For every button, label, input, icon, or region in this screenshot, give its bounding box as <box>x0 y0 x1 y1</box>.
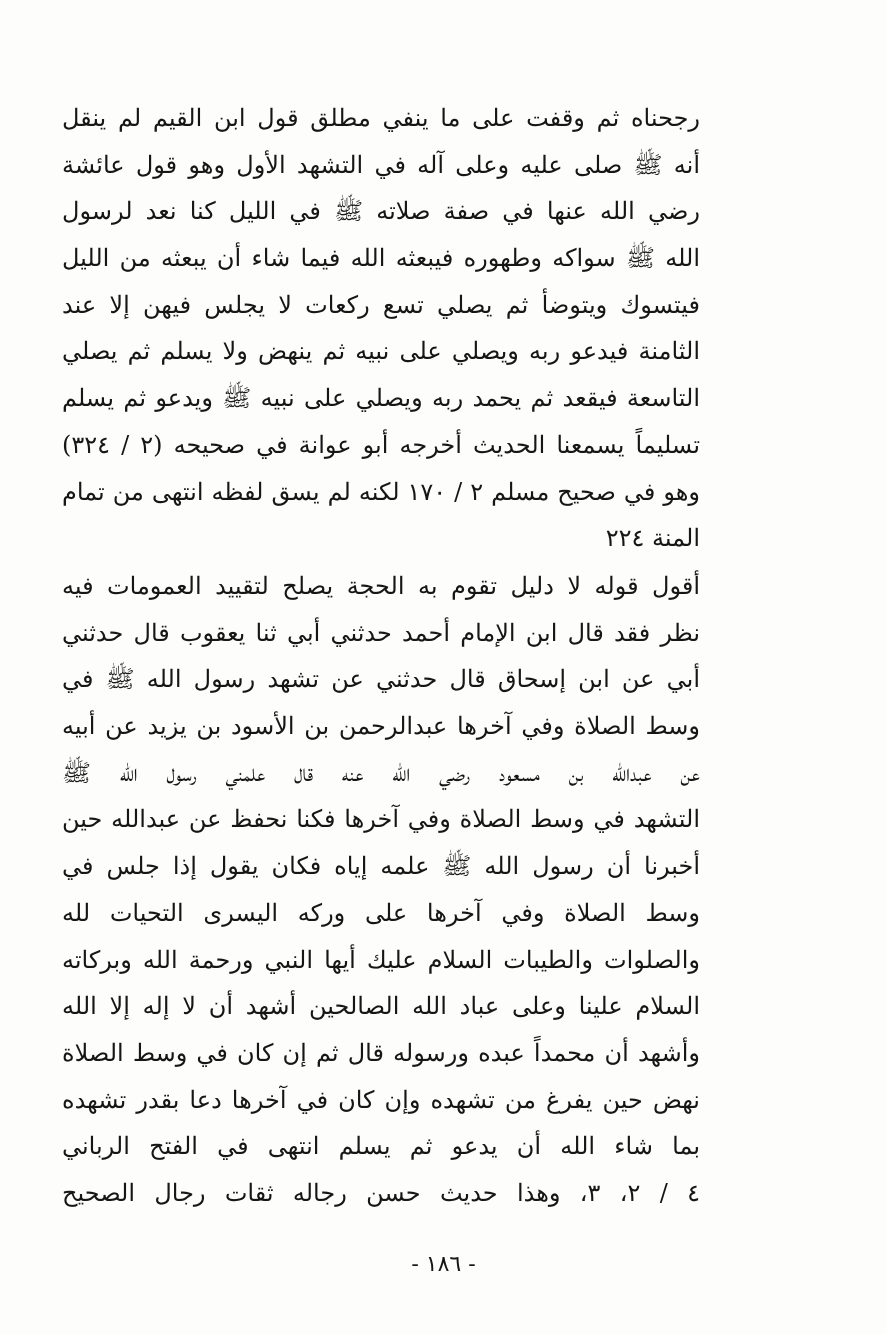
text-line: وهو في صحيح مسلم ٢ / ١٧٠ لكنه لم يسق لفظه انتهى من تمام <box>62 477 700 506</box>
text-line: نهض حين يفرغ من تشهده وإن كان في آخرها دعا بقدر تشهده <box>62 1085 700 1114</box>
text-line: أنه ﷺ صلى عليه وعلى آله في التشهد الأول وهو قول عائشة <box>62 150 700 179</box>
text-line: ٤ / ٢، ٣، وهذا حديث حسن رجاله ثقات رجال الصحيح <box>62 1178 700 1207</box>
text-line: تسليماً يسمعنا الحديث أخرجه أبو عوانة في صحيحه (٢ / ٣٢٤) <box>62 430 700 459</box>
page-number: - ١٨٦ - <box>411 1252 476 1277</box>
text-line: نظر فقد قال ابن الإمام أحمد حدثني أبي ثنا يعقوب قال حدثني <box>62 618 700 647</box>
paragraph-2 <box>62 563 700 1217</box>
text-line: السلام علينا وعلى عباد الله الصالحين أشهد أن لا إله إلا الله <box>62 992 700 1021</box>
text-line: الثامنة فيدعو ربه ويصلي على نبيه ثم ينهض ولا يسلم ثم يصلي <box>62 337 700 366</box>
text-line: وسط الصلاة وفي آخرها على وركه اليسرى التحيات لله <box>62 898 700 927</box>
text-line: رجحناه ثم وقفت على ما ينفي مطلق قول ابن القيم لم ينقل <box>62 104 700 132</box>
text-line: أقول قوله لا دليل تقوم به الحجة يصلح لتقييد العمومات فيه <box>62 572 700 600</box>
text-line: أبي عن ابن إسحاق قال حدثني عن تشهد رسول الله ﷺ في <box>62 665 700 694</box>
text-line: بما شاء الله أن يدعو ثم يسلم انتهى في الفتح الرباني <box>62 1132 700 1161</box>
text-line: والصلوات والطيبات السلام عليك أيها النبي ورحمة الله وبركاته <box>62 945 700 974</box>
text-line: التاسعة فيقعد ثم يحمد ربه ويصلي على نبيه ﷺ ويدعو ثم يسلم <box>62 384 700 413</box>
text-line: عن عبدالله بن مسعود رضي الله عنه قال علمني رسول الله ﷺ <box>62 758 700 787</box>
text-line: فيتسوك ويتوضأ ثم يصلي تسع ركعات لا يجلس فيهن إلا عند <box>62 290 700 319</box>
text-line: التشهد في وسط الصلاة وفي آخرها فكنا نحفظ عن عبدالله حين <box>62 805 700 834</box>
paragraph-1 <box>62 95 700 562</box>
text-line: وسط الصلاة وفي آخرها عبدالرحمن بن الأسود بن يزيد عن أبيه <box>62 712 700 741</box>
text-line: رضي الله عنها في صفة صلاته ﷺ في الليل كنا نعد لرسول <box>62 197 700 226</box>
text-line: أخبرنا أن رسول الله ﷺ علمه إياه فكان يقول إذا جلس في <box>62 852 700 881</box>
text-line: الله ﷺ سواكه وطهوره فيبعثه الله فيما شاء أن يبعثه من الليل <box>62 244 700 273</box>
text-line: وأشهد أن محمداً عبده ورسوله قال ثم إن كان في وسط الصلاة <box>62 1038 700 1067</box>
text-line: المنة ٢٢٤ <box>605 524 700 553</box>
